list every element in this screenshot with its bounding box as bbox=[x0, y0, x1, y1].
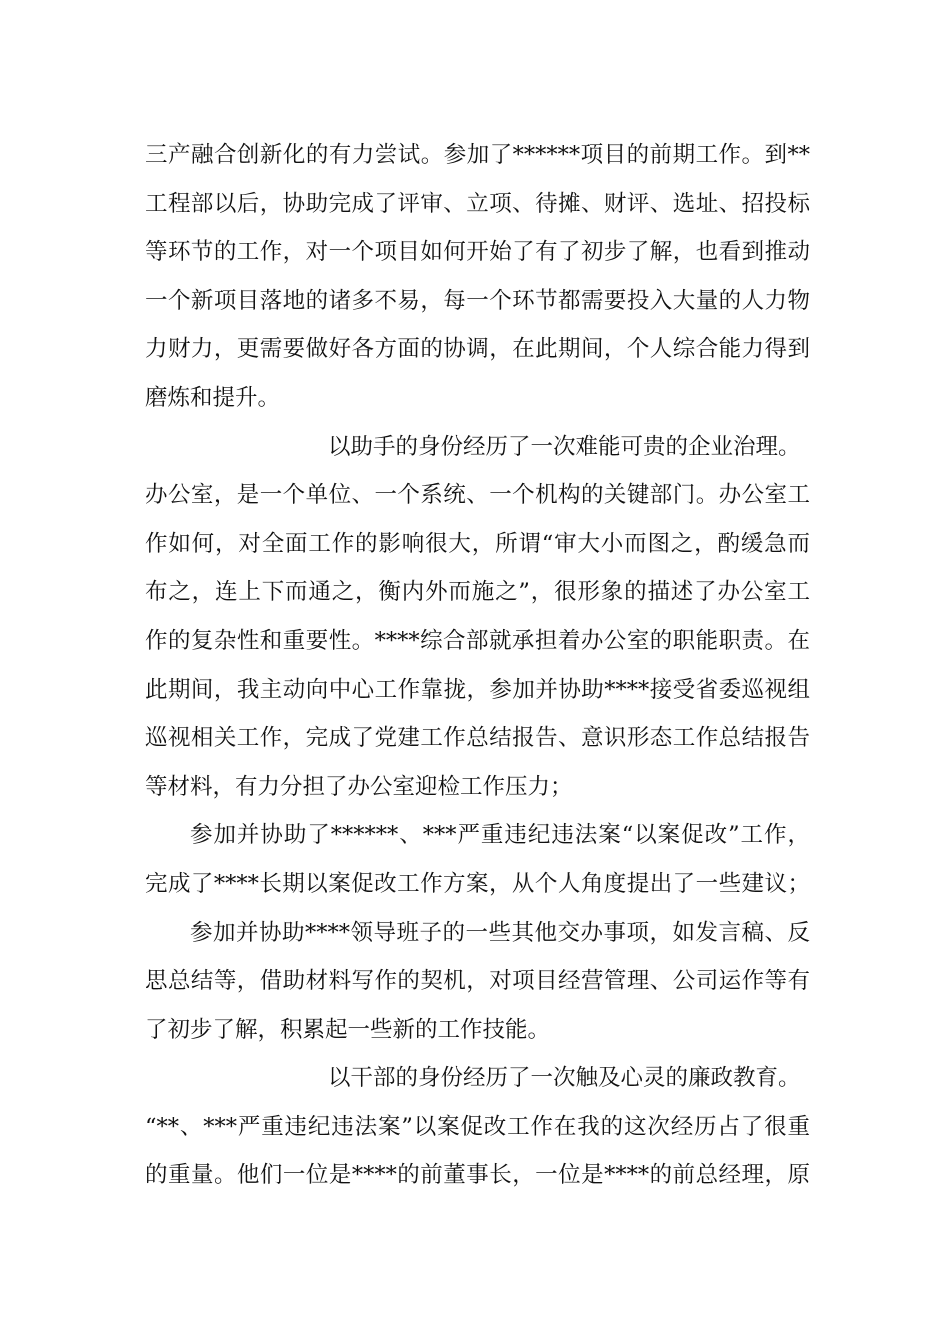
text-line: 参加并协助了******、***严重违纪违法案“以案促改”工作， bbox=[190, 822, 810, 849]
section-heading: 以助手的身份经历了一次难能可贵的企业治理。 bbox=[328, 433, 801, 460]
text-line: 思总结等，借助材料写作的契机，对项目经营管理、公司运作等有 bbox=[145, 968, 810, 995]
text-line: 等材料，有力分担了办公室迎检工作压力； bbox=[145, 773, 573, 800]
text-line: 作如何，对全面工作的影响很大，所谓“审大小而图之，酌缓急而 bbox=[145, 530, 810, 557]
text-line: 办公室，是一个单位、一个系统、一个机构的关键部门。办公室工 bbox=[145, 482, 810, 509]
text-line: 此期间，我主动向中心工作靠拢，参加并协助****接受省委巡视组 bbox=[145, 676, 810, 703]
text-line: 磨炼和提升。 bbox=[145, 384, 281, 411]
text-line: 参加并协助****领导班子的一些其他交办事项，如发言稿、反 bbox=[190, 919, 810, 946]
text-line: 布之，连上下而通之，衡内外而施之”，很形象的描述了办公室工 bbox=[145, 579, 810, 606]
text-line: 等环节的工作，对一个项目如何开始了有了初步了解，也看到推动 bbox=[145, 239, 810, 266]
text-line: 力财力，更需要做好各方面的协调，在此期间，个人综合能力得到 bbox=[145, 336, 810, 363]
text-line: 一个新项目落地的诸多不易，每一个环节都需要投入大量的人力物 bbox=[145, 287, 810, 314]
text-line: “**、***严重违纪违法案”以案促改工作在我的这次经历占了很重 bbox=[145, 1113, 810, 1140]
section-heading: 以干部的身份经历了一次触及心灵的廉政教育。 bbox=[328, 1065, 801, 1092]
text-line: 完成了****长期以案促改工作方案，从个人角度提出了一些建议； bbox=[145, 870, 810, 897]
text-line: 三产融合创新化的有力尝试。参加了******项目的前期工作。到** bbox=[145, 142, 810, 168]
text-line: 的重量。他们一位是****的前董事长，一位是****的前总经理，原 bbox=[145, 1162, 810, 1189]
text-line: 巡视相关工作，完成了党建工作总结报告、意识形态工作总结报告 bbox=[145, 725, 810, 752]
document-body bbox=[145, 131, 810, 1200]
text-line: 工程部以后，协助完成了评审、立项、待摊、财评、选址、招投标 bbox=[145, 190, 810, 217]
text-line: 了初步了解，积累起一些新的工作技能。 bbox=[145, 1016, 551, 1043]
text-line: 作的复杂性和重要性。****综合部就承担着办公室的职能职责。在 bbox=[145, 627, 810, 654]
